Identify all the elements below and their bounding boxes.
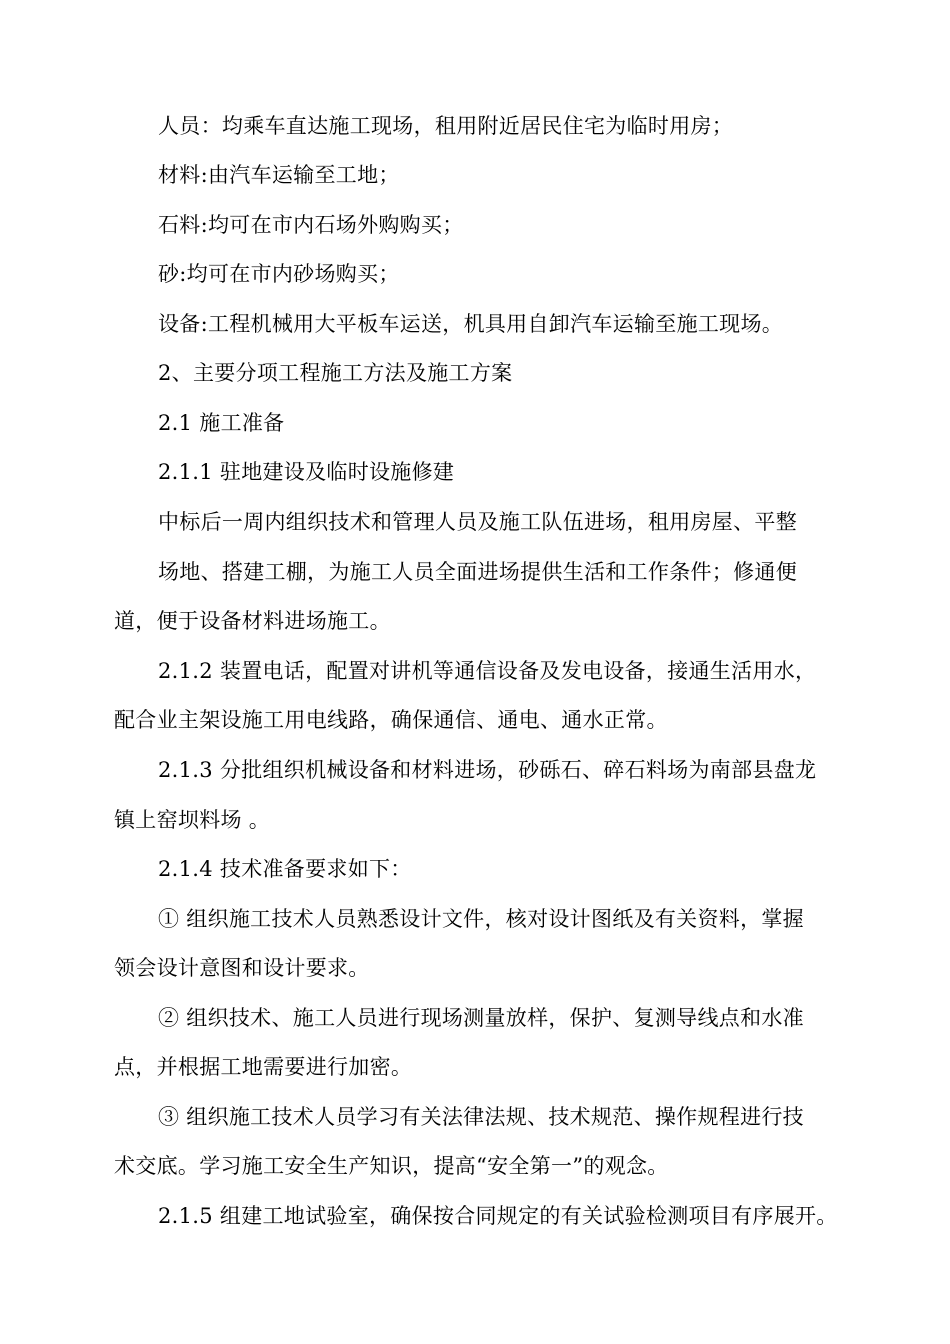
list-item: ③ 组织施工技术人员学习有关法律法规、技术规范、操作规程进行技 [158,1105,804,1129]
subsection-heading: 2.1 施工准备 [158,411,285,435]
text-line: 术交底。学习施工安全生产知识，提高“安全第一”的观念。 [114,1154,669,1178]
subsection-heading: 2.1.1 驻地建设及临时设施修建 [158,460,455,484]
section-heading: 2、主要分项工程施工方法及施工方案 [158,361,513,385]
text-line: 道，便于设备材料进场施工。 [114,609,391,633]
text-line: 材料:由汽车运输至工地； [158,163,400,187]
text-line: 中标后一周内组织技术和管理人员及施工队伍进场，租用房屋、平整 [158,510,797,534]
text-line: 设备:工程机械用大平板车运送，机具用自卸汽车运输至施工现场。 [158,312,784,336]
list-item: ② 组织技术、施工人员进行现场测量放样，保护、复测导线点和水准 [158,1006,804,1030]
text-line: 镇上窑坝料场 。 [114,808,271,832]
text-line: 2.1.5 组建工地试验室，确保按合同规定的有关试验检测项目有序展开。 [158,1204,838,1228]
text-line: 配合业主架设施工用电线路，确保通信、通电、通水正常。 [114,708,668,732]
text-line: 砂:均可在市内砂场购买； [158,262,400,286]
text-line: 石料:均可在市内石场外购购买； [158,213,464,237]
text-line: 2.1.2 装置电话，配置对讲机等通信设备及发电设备，接通生活用水， [158,659,817,683]
text-line: 2.1.4 技术准备要求如下： [158,857,412,881]
text-line: 人员：均乘车直达施工现场，租用附近居民住宅为临时用房； [158,114,734,138]
list-item: ① 组织施工技术人员熟悉设计文件，核对设计图纸及有关资料，掌握 [158,907,804,931]
text-line: 领会设计意图和设计要求。 [114,956,370,980]
text-line: 点，并根据工地需要进行加密。 [114,1055,413,1079]
text-line: 2.1.3 分批组织机械设备和材料进场，砂砾石、碎石料场为南部县盘龙 [158,758,817,782]
text-line: 场地、搭建工棚，为施工人员全面进场提供生活和工作条件；修通便 [158,560,797,584]
